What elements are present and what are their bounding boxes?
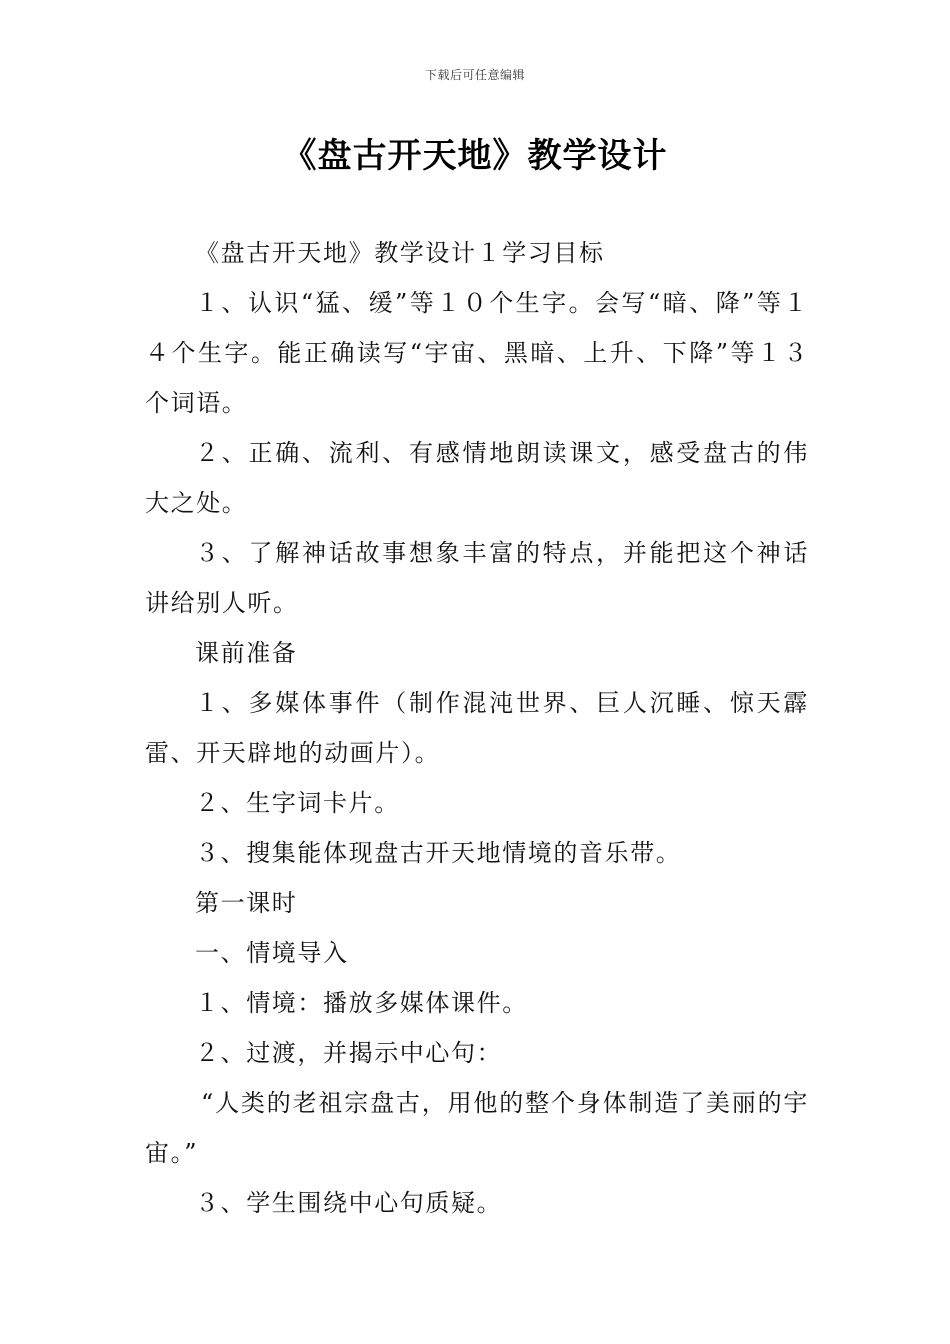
paragraph-subtitle: 《盘古开天地》教学设计１学习目标 — [195, 239, 605, 267]
document-title: 《盘古开天地》教学设计 — [282, 136, 668, 176]
section-heading-intro: 一、情境导入 — [195, 939, 349, 967]
paragraph-intro-2: ２、过渡，并揭示中心句： — [195, 1039, 503, 1067]
paragraph-prep-2: ２、生字词卡片。 — [195, 789, 400, 817]
section-heading-preparation: 课前准备 — [195, 639, 298, 667]
paragraph-goal-1: １、认识“猛、缓”等１０个生字。会写“暗、降”等１４个生字。能正确读写“宇宙、黑暗、上升、下降”等１３个词语。 — [145, 289, 809, 417]
paragraph-prep-3: ３、搜集能体现盘古开天地情境的音乐带。 — [195, 839, 682, 867]
section-heading-lesson-1: 第一课时 — [195, 889, 298, 917]
header-note: 下载后可任意编辑 — [424, 68, 525, 82]
document-body — [145, 228, 809, 1228]
paragraph-goal-3: ３、了解神话故事想象丰富的特点，并能把这个神话讲给别人听。 — [145, 539, 809, 617]
paragraph-central-quote: “人类的老祖宗盘古，用他的整个身体制造了美丽的宇宙。” — [145, 1089, 809, 1167]
paragraph-intro-3: ３、学生围绕中心句质疑。 — [195, 1189, 503, 1217]
paragraph-intro-1: １、情境：播放多媒体课件。 — [195, 989, 528, 1017]
paragraph-goal-2: ２、正确、流利、有感情地朗读课文，感受盘古的伟大之处。 — [145, 439, 809, 517]
paragraph-prep-1: １、多媒体事件（制作混沌世界、巨人沉睡、惊天霹雷、开天辟地的动画片）。 — [145, 689, 809, 767]
